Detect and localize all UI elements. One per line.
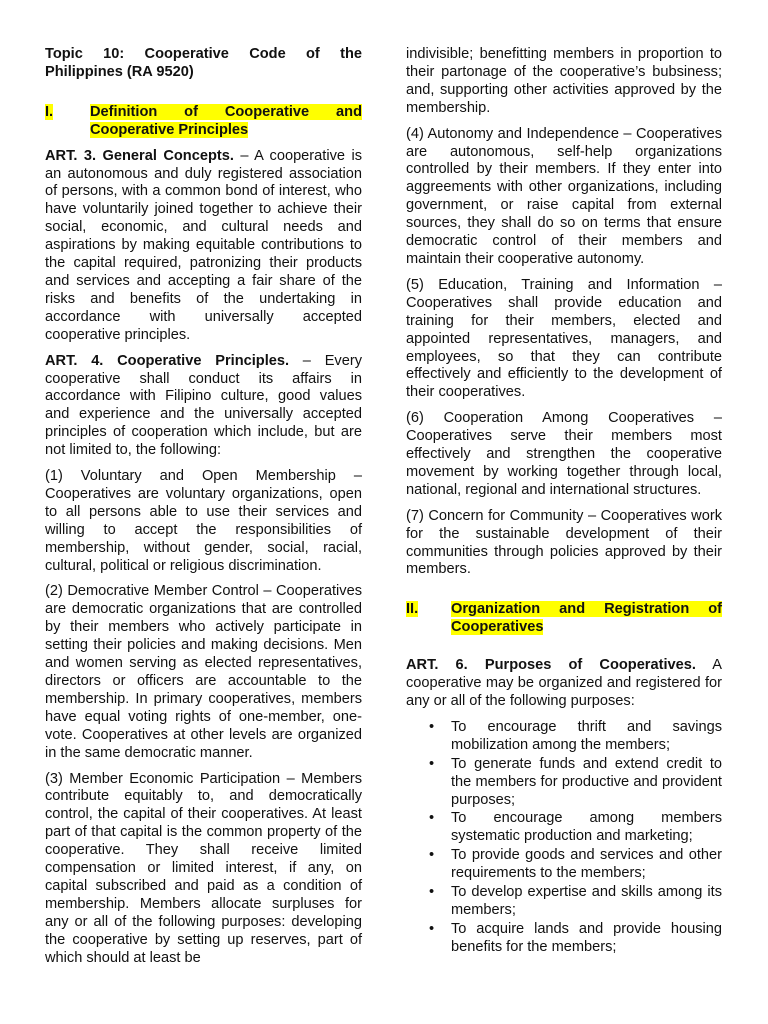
left-column [45,46,362,976]
art3-title: ART. 3. General Concepts. [45,147,234,164]
section-heading-2 [406,601,722,637]
section-heading-1 [45,104,362,140]
art6-paragraph [406,657,722,711]
topic-title: Topic 10: Cooperative Code of the Philippines (RA 9520) [45,46,362,80]
art4-body: – Every cooperative shall conduct its affairs in accordance with Filipino culture, good values and experience and the universally accepted principles of cooperation which include, but are not limited to, the following: [45,352,362,459]
list-item: • To encourage thrift and savings mobilization among the members; [451,719,722,755]
list-item: • To develop expertise and skills among its members; [451,884,722,920]
principle-3: (3) Member Economic Participation – Members contribute equitably to, and democratically control, the capital of their cooperatives. At least part of that capital is the common property of the cooperative. They shall receive limited compensation or limited interest, if any, on capital subscribed and paid as a condition of membership. Members allocate surpluses for any or all of the following purposes: developing the cooperative by setting up reserves, part of which should at least be [45,770,362,966]
principle-4: (4) Autonomy and Independence – Cooperatives are autonomous, self-help organizations controlled by their members. If they enter into aggreements with other organizations, including government, or raise capital from external sources, they shall do so on terms that ensure democratic control of their members and maintain their cooperative autonomy. [406,125,722,267]
art4-title: ART. 4. Cooperative Principles. [45,352,290,369]
right-column [406,46,722,958]
list-item: • To encourage among members systematic production and marketing; [451,810,722,846]
art4-paragraph [45,353,362,460]
art3-body: – A cooperative is an autonomous and duly registered association of persons, with a common bond of interest, who have voluntarily joined together to achieve their social, economic, and cultural needs and aspirations by making equitable contributions to the capital required, patronizing their products and services and accepting a fair share of the risks and benefits of the undertaking in accordance with universally accepted cooperative principles. [45,147,362,343]
section-number-2: II. [406,601,419,618]
art3-paragraph [45,148,362,345]
principle-2: (2) Democrative Member Control – Cooperatives are democratic organizations that are controlled by their members who actively participate in setting their policies and making decisions. Men and women serving as elected representatives, directors or officers are accountable to the membership. In primary cooperatives, members have equal voting rights of one-member, one-vote. Cooperatives at other levels are organized in the same democratic manner. [45,583,362,761]
art6-title: ART. 6. Purposes of Cooperatives. [406,657,696,674]
principle-1: (1) Voluntary and Open Membership – Cooperatives are voluntary organizations, open to all persons able to use their services and willing to accept the responsibilities of membership, without gender, social, racial, cultural, political or religious discrimination. [45,468,362,574]
principle-7: (7) Concern for Community – Cooperatives work for the sustainable development of their communities through policies approved by their members. [406,507,722,578]
purposes-list [406,719,722,957]
section-title-2: Organization and Registration of Cooperatives [451,601,722,636]
principle-6: (6) Cooperation Among Cooperatives – Cooperatives serve their members most effectively and strengthen the cooperative movement by working together through local, national, regional and international structures. [406,410,722,498]
principle-5: (5) Education, Training and Information – Cooperatives shall provide education and training for their members, elected and appointed representatives, managers, and employees, so that they can contribute effectively and efficiently to the development of their cooperatives. [406,276,722,401]
list-item: • To provide goods and services and other requirements to the members; [451,847,722,883]
section-number-1: I. [45,103,54,120]
list-item: • To acquire lands and provide housing benefits for the members; [451,921,722,957]
section-title-1: Definition of Cooperative and Cooperative Principles [90,103,362,138]
principle-3-continued: indivisible; benefitting members in proportion to their partonage of the cooperative’s bubsiness; and, supporting other activities approved by the membership. [406,46,722,116]
art6-body: A cooperative may be organized and registered for any or all of the following purposes: [406,657,722,709]
list-item: • To generate funds and extend credit to the members for productive and provident purposes; [451,756,722,810]
